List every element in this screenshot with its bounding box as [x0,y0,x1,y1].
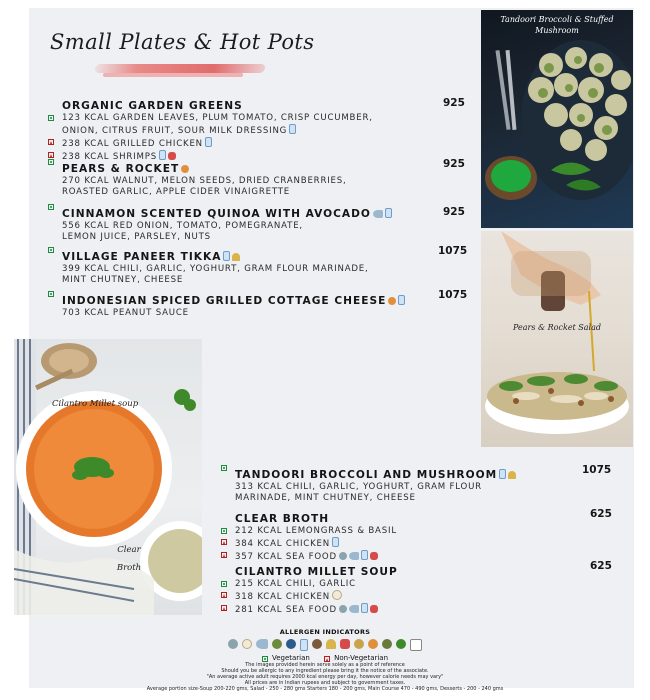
disclaimer-line: Average portion size-Soup 200-220 gms, Salad - 250 - 280 gms Starters 180 - 200 gms, Main Course 470 - 490 gms, Desserts - 200 - 240 gms [146,686,504,692]
item-line: 270 KCAL WALNUT, MELON SEEDS, DRIED CRANBERRIES, [62,176,347,186]
veg-indicator-icon [48,159,54,165]
item-name: ORGANIC GARDEN GREENS [62,100,243,112]
menu-item-organic-garden-greens [48,94,468,163]
allergen-title: ALLERGEN INDICATORS [279,628,371,636]
disclaimer-line: Should you be allergic to any ingredient please bring it the notice of the associate. [221,668,429,674]
pears-caption: Pears & Rocket Salad [512,323,602,332]
allergen-footer [50,628,600,692]
mollusc-icon [339,605,347,613]
veg-indicator-icon [262,656,268,662]
item-line: MARINADE, MINT CHUTNEY, CHEESE [235,493,416,503]
item-line: 399 KCAL CHILI, GARLIC, YOGHURT, GRAM FLOUR MARINADE, [62,264,369,274]
milk-icon [398,295,405,305]
fish-icon [256,639,268,649]
nonveg-indicator-icon [221,539,227,545]
veg-indicator-icon [48,115,54,121]
item-line: 703 KCAL PEANUT SAUCE [62,308,189,318]
cilantro-soup-photo [14,339,202,615]
nuts-icon [181,165,189,173]
soup-illustration [14,339,202,615]
gluten-icon [508,471,516,479]
title-underline-brush [94,64,266,73]
item-line: ONION, CITRUS FRUIT, SOUR MILK DRESSING [48,124,468,137]
broccoli-illustration [481,10,633,228]
milk-icon [332,537,339,547]
item-price: 1075 [582,464,612,476]
item-price: 925 [443,158,465,170]
sesame-icon [396,639,406,649]
celery-icon [382,639,392,649]
menu-item-clear-broth: CLEAR BROTH 212 KCAL LEMONGRASS & BASIL 384 KCAL CHICKEN 357 KCAL SEA FOOD [221,507,581,563]
veg-indicator-icon [221,465,227,471]
nonveg-indicator-icon [324,656,330,662]
menu-item-village-paneer-tikka: VILLAGE PANEER TIKKA 399 KCAL CHILI, GARLIC, YOGHURT, GRAM FLOUR MARINADE, MINT CHUTNEY, CHEESE [48,245,468,286]
item-price: 625 [590,560,612,572]
allergen-icon-row [50,639,600,651]
peanut-icon [312,639,322,649]
item-line: 123 KCAL GARDEN LEAVES, PLUM TOMATO, CRISP CUCUMBER, [48,113,468,124]
item-price: 625 [590,508,612,520]
milk-icon [499,469,506,479]
crustacean-icon [370,552,378,560]
egg-icon [332,590,342,600]
milk-icon [205,137,212,147]
broth-caption: Clear Broth [116,545,142,573]
fish-icon [373,210,383,218]
nuts-icon [368,639,378,649]
veg-indicator-icon [48,204,54,210]
broccoli-photo [481,10,633,228]
milk-icon [223,251,230,261]
item-line: 281 KCAL SEA FOOD [221,603,581,616]
item-line: 238 KCAL SHRIMPS [48,150,468,163]
item-line: LEMON JUICE, PARSLEY, NUTS [62,232,211,242]
crustacean-icon [370,605,378,613]
mustard-icon [354,639,364,649]
menu-item-cinnamon-quinoa: CINNAMON SCENTED QUINOA WITH AVOCADO 556 KCAL RED ONION, TOMATO, POMEGRANATE, LEMON JUICE, PARSLEY, NUTS [48,202,468,243]
veg-indicator-icon [48,247,54,253]
veg-indicator-icon [221,581,227,587]
egg-icon [242,639,252,649]
milk-icon [300,639,308,651]
veg-nonveg-legend: Vegetarian Non-Vegetarian [50,654,600,662]
item-line: MINT CHUTNEY, CHEESE [62,275,184,285]
item-line: ROASTED GARLIC, APPLE CIDER VINAIGRETTE [62,187,291,197]
item-line: 556 KCAL RED ONION, TOMATO, POMEGRANATE, [62,221,303,231]
pears-illustration [481,231,633,447]
disclaimer-line: All prices are in Indian rupees and subject to government taxes. [244,680,406,686]
menu-item-pears-rocket: PEARS & ROCKET 270 KCAL WALNUT, MELON SEEDS, DRIED CRANBERRIES, ROASTED GARLIC, APPLE CIDER VINAIGRETTE [48,157,468,198]
mollusc-icon [228,639,238,649]
milk-icon [361,550,368,560]
nuts-icon [388,297,396,305]
veg-indicator-icon [221,528,227,534]
item-line: 238 KCAL GRILLED CHICKEN [48,137,468,150]
milk-icon [289,124,296,134]
mollusc-icon [339,552,347,560]
menu-item-tandoori-broccoli: TANDOORI BROCCOLI AND MUSHROOM 313 KCAL CHILI, GARLIC, YOGHURT, GRAM FLOUR MARINADE, MINT CHUTNEY, CHEESE [221,463,581,504]
soya-icon [286,639,296,649]
gluten-icon [326,639,336,649]
item-line: 357 KCAL SEA FOOD [221,550,581,563]
nonveg-indicator-icon [221,552,227,558]
item-line: 212 KCAL LEMONGRASS & BASIL [221,526,581,537]
pears-rocket-photo [481,231,633,447]
item-line: 384 KCAL CHICKEN [221,537,581,550]
nonveg-indicator-icon [221,592,227,598]
lupin-icon [272,639,282,649]
title-underline-brush-lower [103,73,243,77]
broccoli-caption: Tandoori Broccoli & Stuffed Mushroom [500,15,614,35]
item-line: 215 KCAL CHILI, GARLIC [221,579,581,590]
veg-indicator-icon [48,291,54,297]
menu-item-indonesian-cottage-cheese: INDONESIAN SPICED GRILLED COTTAGE CHEESE 703 KCAL PEANUT SAUCE [48,289,478,319]
fish-icon [349,605,359,613]
soup-caption: Cilantro Millet soup [52,399,139,409]
sulphites-icon [410,639,422,651]
disclaimer-line: "An average active adult requires 2000 kcal energy per day, however calorie needs may vary" [206,674,444,680]
item-price: 925 [443,97,465,109]
item-price: 1075 [438,245,468,257]
nonveg-indicator-icon [221,605,227,611]
disclaimer-line: The images provided herein serve solely as a point of reference [245,662,405,668]
gluten-icon [232,253,240,261]
milk-icon [385,208,392,218]
item-price: 1075 [438,289,468,301]
item-line: 318 KCAL CHICKEN [221,590,581,603]
milk-icon [361,603,368,613]
fish-icon [349,552,359,560]
item-price: 925 [443,206,465,218]
menu-item-cilantro-millet-soup: CILANTRO MILLET SOUP 215 KCAL CHILI, GARLIC 318 KCAL CHICKEN 281 KCAL SEA FOOD [221,560,581,616]
nonveg-indicator-icon [48,139,54,145]
crustacean-icon [340,639,350,649]
section-title: Small Plates & Hot Pots [50,30,315,54]
item-line: 313 KCAL CHILI, GARLIC, YOGHURT, GRAM FLOUR [235,482,482,492]
